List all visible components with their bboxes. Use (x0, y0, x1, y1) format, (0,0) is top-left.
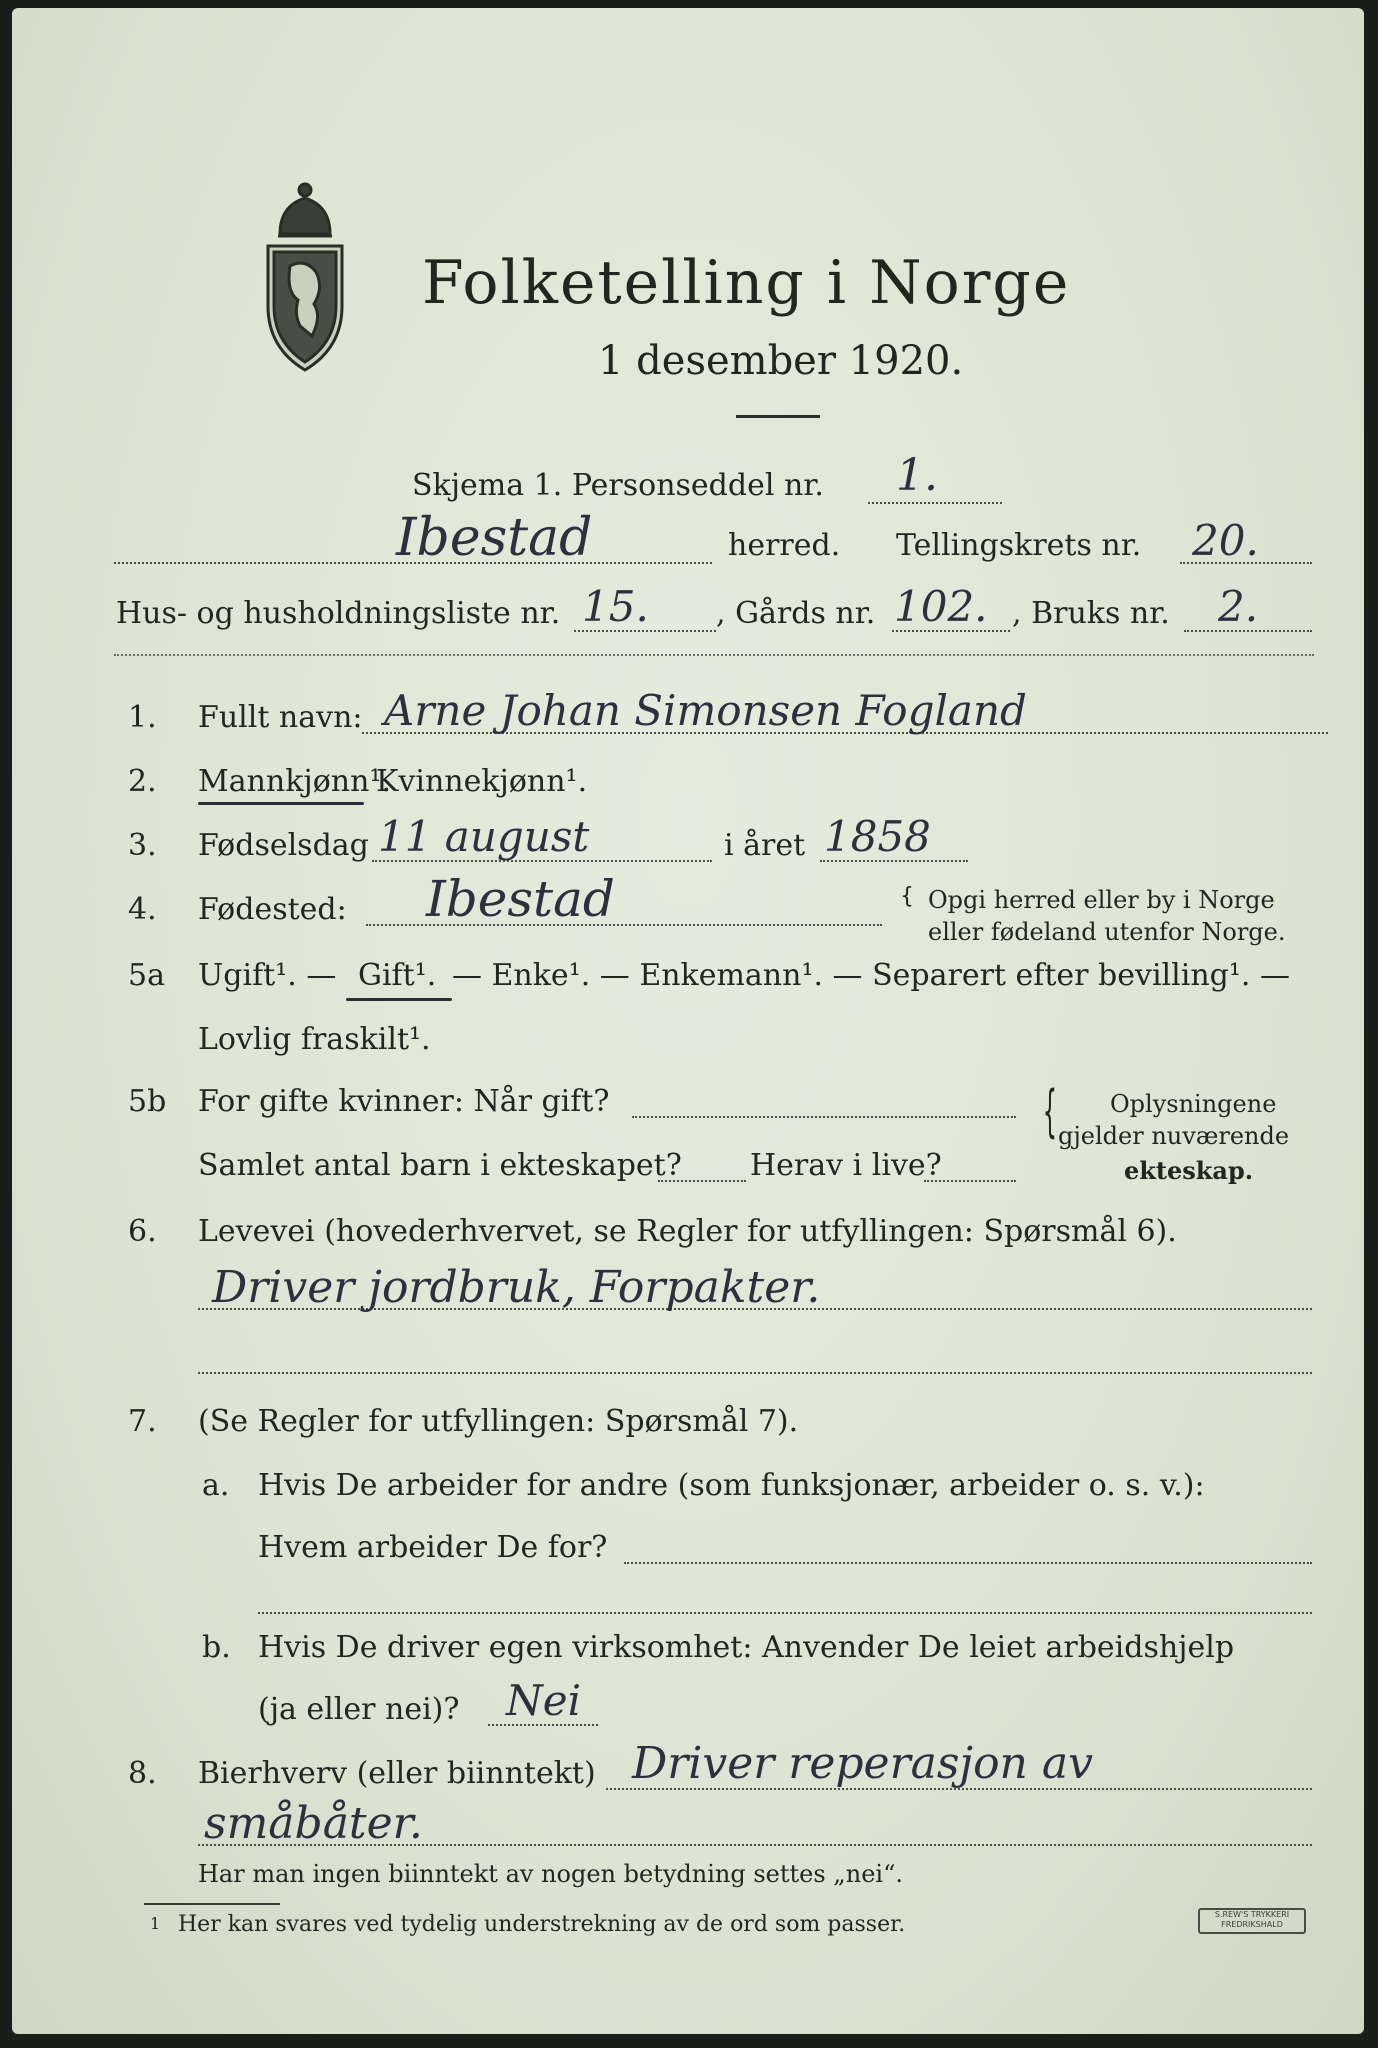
footnote-rule (144, 1903, 280, 1905)
alive-field[interactable] (924, 1180, 1016, 1182)
q1-number: 1. (128, 700, 157, 735)
mannkjonn-option[interactable]: Mannkjønn¹. (198, 764, 391, 799)
q7b-letter: b. (202, 1630, 231, 1665)
q6-label: Levevei (hovederhvervet, se Regler for utfyllingen: Spørsmål 6). (198, 1214, 1177, 1249)
tellingskrets-label: Tellingskrets nr. (896, 528, 1142, 563)
gift-option[interactable]: Gift¹. (358, 958, 437, 993)
q4-number: 4. (128, 892, 157, 927)
birthplace-brace: { (900, 884, 914, 909)
q2-number: 2. (128, 764, 157, 799)
occupation-value: Driver jordbruk, Forpakter. (212, 1262, 821, 1313)
printer-stamp-line-2: FREDRIKSHALD (1221, 1920, 1283, 1929)
q8-number: 8. (128, 1756, 157, 1791)
herred-label: herred. (728, 528, 841, 563)
children-label: Samlet antal barn i ekteskapet? (198, 1148, 682, 1183)
q8-label: Bierhverv (eller biinntekt) (198, 1756, 596, 1791)
occupation-field-2[interactable] (198, 1372, 1312, 1374)
printer-stamp-line-1: S.REW'S TRYKKERI (1214, 1910, 1290, 1919)
hired-help-value: Nei (506, 1676, 582, 1725)
gards-value: 102. (894, 582, 988, 631)
q7b-question: (ja eller nei)? (258, 1692, 460, 1727)
gift-underline (346, 998, 452, 1001)
norwegian-coat-of-arms-icon (250, 176, 360, 376)
marriage-note-1: Oplysningene (1110, 1090, 1277, 1118)
q7b-text: Hvis De driver egen virksomhet: Anvender De leiet arbeidshjelp (258, 1630, 1235, 1665)
q4-label: Fødested: (198, 892, 347, 927)
q3-label: Fødselsdag (198, 828, 369, 863)
form-subtitle: 1 desember 1920. (598, 338, 964, 384)
q6-number: 6. (128, 1214, 157, 1249)
ugift-option[interactable]: Ugift¹. — (198, 958, 337, 993)
personseddel-value: 1. (896, 450, 938, 501)
gards-label: , Gårds nr. (716, 596, 876, 631)
side-income-value-2: småbåter. (204, 1798, 423, 1849)
married-when-field[interactable] (632, 1116, 1016, 1118)
alive-label: Herav i live? (750, 1148, 942, 1183)
q7a-letter: a. (202, 1468, 230, 1503)
q1-label: Fullt navn: (198, 700, 363, 735)
marriage-note-2: gjelder nuværende (1058, 1122, 1290, 1150)
birthplace-note-2: eller fødeland utenfor Norge. (928, 918, 1286, 946)
printer-stamp (1198, 1908, 1306, 1934)
tellingskrets-value: 20. (1192, 516, 1259, 565)
bruks-value: 2. (1218, 582, 1259, 631)
marriage-note-3: ekteskap. (1124, 1156, 1254, 1185)
married-when-label: For gifte kvinner: Når gift? (198, 1084, 610, 1119)
marriage-note-brace: { (1042, 1079, 1057, 1144)
hus-value: 15. (582, 582, 649, 631)
footnote-text: Her kan svares ved tydelig understrekning av de ord som passer. (178, 1912, 906, 1937)
q5a-number: 5a (128, 958, 165, 993)
census-form-page (12, 8, 1364, 2034)
employer-field[interactable] (624, 1562, 1312, 1564)
q7-label: (Se Regler for utfyllingen: Spørsmål 7). (198, 1404, 799, 1439)
employer-field-2[interactable] (258, 1612, 1312, 1614)
header-separator (114, 654, 1314, 656)
mannkjonn-underline (198, 802, 364, 805)
full-name-value: Arne Johan Simonsen Fogland (384, 686, 1027, 735)
marital-options-rest[interactable]: — Enke¹. — Enkemann¹. — Separert efter bevilling¹. — (452, 958, 1290, 993)
hus-label: Hus- og husholdningsliste nr. (116, 596, 561, 631)
q3-number: 3. (128, 828, 157, 863)
birth-year-value: 1858 (824, 812, 931, 861)
herred-value: Ibestad (396, 508, 593, 568)
q7a-question: Hvem arbeider De for? (258, 1530, 608, 1565)
bruks-label: , Bruks nr. (1012, 596, 1170, 631)
skjema-label: Skjema 1. Personseddel nr. (412, 468, 824, 503)
kvinnekjonn-option[interactable]: Kvinnekjønn¹. (376, 764, 588, 799)
q5b-number: 5b (128, 1084, 167, 1119)
children-field[interactable] (658, 1180, 746, 1182)
birthplace-value: Ibestad (426, 870, 615, 928)
lovlig-fraskilt-option[interactable]: Lovlig fraskilt¹. (198, 1022, 431, 1057)
personseddel-field[interactable] (868, 502, 1002, 504)
birthplace-note-1: Opgi herred eller by i Norge (928, 886, 1275, 914)
title-divider (736, 415, 820, 418)
year-label: i året (724, 828, 806, 863)
footnote-number: 1 (150, 1914, 161, 1933)
form-title: Folketelling i Norge (422, 248, 1071, 318)
q7-number: 7. (128, 1404, 157, 1439)
q7a-text: Hvis De arbeider for andre (som funksjonær, arbeider o. s. v.): (258, 1468, 1205, 1503)
birthday-value: 11 august (378, 812, 590, 861)
side-income-value-1: Driver reperasjon av (632, 1738, 1093, 1789)
nei-note: Har man ingen biinntekt av nogen betydning settes „nei“. (198, 1860, 903, 1888)
